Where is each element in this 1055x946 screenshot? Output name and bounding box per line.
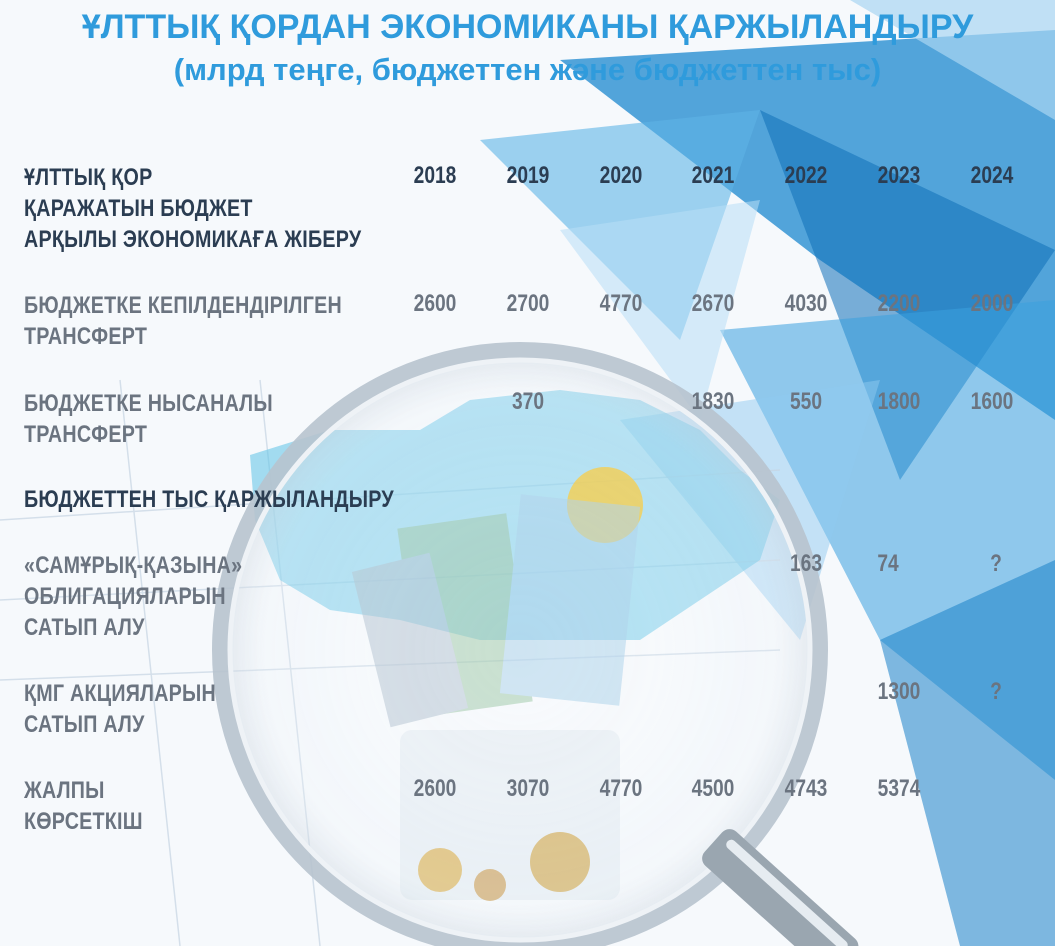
table-cell: 4030 [784,290,828,317]
table-cell: 4770 [599,775,643,802]
chart-subtitle: (млрд теңге, бюджеттен және бюджеттен тыс) [173,52,882,87]
year-2024: 2024 [970,162,1014,189]
year-2022: 2022 [784,162,828,189]
table-cell: 2000 [970,290,1014,317]
table-cell: 1800 [877,388,921,415]
section-label-off-budget: БЮДЖЕТТЕН ТЫС ҚАРЖЫЛАНДЫРУ [24,486,394,513]
table-cell: ? [990,550,1002,577]
table-cell: ? [990,678,1002,705]
row-label-guaranteed-transfer: БЮДЖЕТКЕ КЕПІЛДЕНДІРІЛГЕН ТРАНСФЕРТ [24,292,342,350]
table-cell: 3070 [506,775,550,802]
table-cell: 74 [877,550,899,577]
row-label-samruk-bonds: «САМҰРЫҚ-ҚАЗЫНА» ОБЛИГАЦИЯЛАРЫН САТЫП АЛУ [24,552,243,641]
table-cell: 1830 [691,388,735,415]
table-cell: 2600 [413,775,457,802]
table-cell: 2700 [506,290,550,317]
chart-title: ҰЛТТЫҚ ҚОРДАН ЭКОНОМИКАНЫ ҚАРЖЫЛАНДЫРУ [81,8,974,46]
year-2023: 2023 [877,162,921,189]
row-label-kmg-shares: ҚМГ АКЦИЯЛАРЫН САТЫП АЛУ [24,680,216,738]
year-2021: 2021 [691,162,735,189]
year-2018: 2018 [413,162,457,189]
table-cell: 2200 [877,290,921,317]
table-cell: 2600 [413,290,457,317]
year-2020: 2020 [599,162,643,189]
table-cell: 2670 [691,290,735,317]
row-label-targeted-transfer: БЮДЖЕТКЕ НЫСАНАЛЫ ТРАНСФЕРТ [24,390,273,448]
table-cell: 550 [789,388,823,415]
row-label-total: ЖАЛПЫ КӨРСЕТКІШ [24,777,143,835]
table-cell: 4500 [691,775,735,802]
table-cell: 4743 [784,775,828,802]
table-cell: 4770 [599,290,643,317]
table-cell: 5374 [877,775,921,802]
table-cell: 163 [789,550,823,577]
table-cell: 1300 [877,678,921,705]
header-label: ҰЛТТЫҚ ҚОР ҚАРАЖАТЫН БЮДЖЕТ АРҚЫЛЫ ЭКОНОМИКАҒА ЖІБЕРУ [24,164,362,253]
table-cell: 370 [511,388,545,415]
table-cell: 1600 [970,388,1014,415]
year-2019: 2019 [506,162,550,189]
